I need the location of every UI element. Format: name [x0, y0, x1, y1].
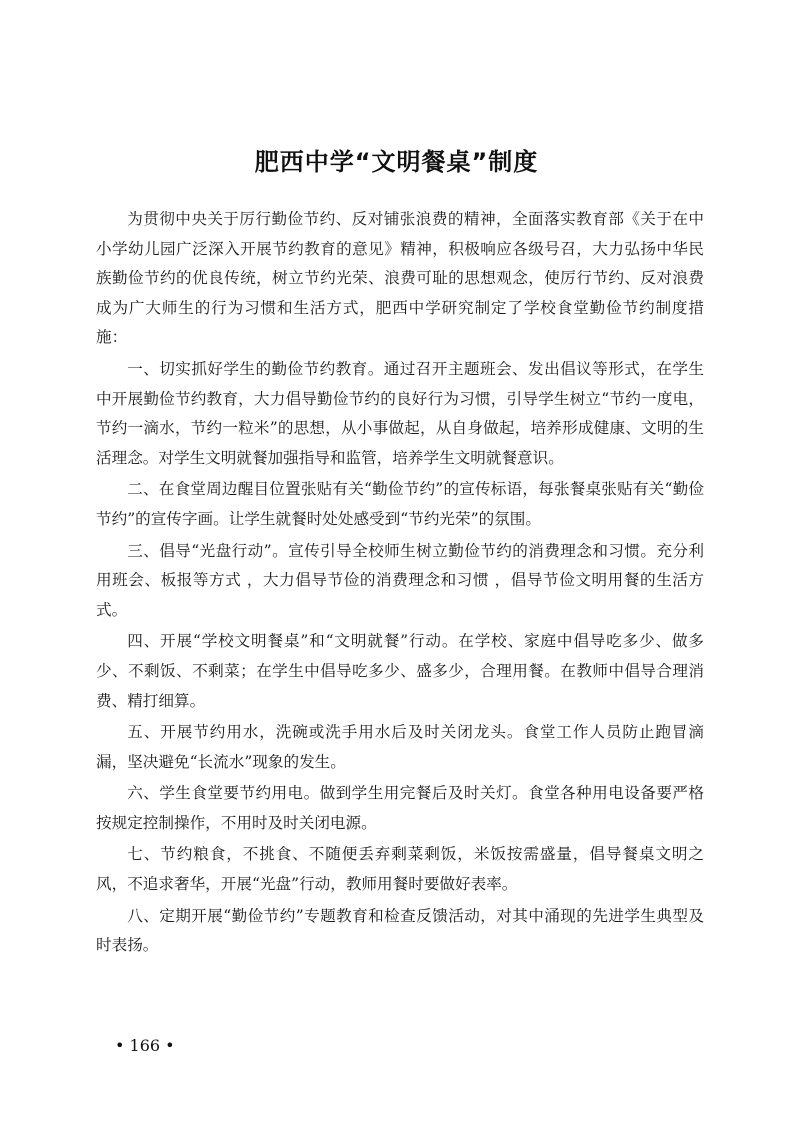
paragraph-item-2: 二、在食堂周边醒目位置张贴有关“勤俭节约”的宣传标语，每张餐桌张贴有关“勤俭节约”的宣传字画。让学生就餐时处处感受到“节约光荣”的氛围。 — [96, 480, 704, 528]
paragraph-intro: 为贯彻中央关于厉行勤俭节约、反对铺张浪费的精神，全面落实教育部《关于在中小学幼儿园广泛深入开展节约教育的意见》精神，积极响应各级号召，大力弘扬中华民族勤俭节约的优良传统，树立节约光荣、浪费可耻的思想观念，使厉行节约、反对浪费成为广大师生的行为习惯和生活方式，肥西中学研究制定了学校食堂勤俭节约制度措施： — [96, 210, 704, 347]
paragraph-item-5: 五、开展节约用水，洗碗或洗手用水后及时关闭龙头。食堂工作人员防止跑冒滴漏，坚决避免“长流水”现象的发生。 — [96, 723, 704, 771]
paragraph-item-4: 四、开展“学校文明餐桌”和“文明就餐”行动。在学校、家庭中倡导吃多少、做多少、不剩饭、不剩菜；在学生中倡导吃多少、盛多少，合理用餐。在教师中倡导合理消费、精打细算。 — [96, 632, 704, 710]
paragraph-item-6: 六、学生食堂要节约用电。做到学生用完餐后及时关灯。食堂各种用电设备要严格按规定控制操作，不用时及时关闭电源。 — [96, 784, 704, 832]
paragraph-item-3: 三、倡导“光盘行动”。宣传引导全校师生树立勤俭节约的消费理念和习惯。充分利用班会、板报等方式 ，大力倡导节俭的消费理念和习惯 ，倡导节俭文明用餐的生活方式。 — [96, 541, 704, 619]
paragraph-item-1: 一、切实抓好学生的勤俭节约教育。通过召开主题班会、发出倡议等形式，在学生中开展勤俭节约教育，大力倡导勤俭节约的良好行为习惯，引导学生树立“节约一度电，节约一滴水，节约一粒米”的思想，从小事做起，从自身做起，培养形成健康、文明的生活理念。对学生文明就餐加强指导和监管，培养学生文明就餐意识。 — [96, 359, 704, 467]
paragraph-item-7: 七、节约粮食，不挑食、不随便丢弃剩菜剩饭，米饭按需盛量，倡导餐桌文明之风，不追求奢华，开展“光盘”行动，教师用餐时要做好表率。 — [96, 845, 704, 894]
document-body — [96, 205, 704, 963]
page-number: • 166 • — [115, 1036, 175, 1055]
paragraph-item-8: 八、定期开展“勤俭节约”专题教育和检查反馈活动，对其中涌现的先进学生典型及时表扬。 — [96, 906, 704, 955]
page-title: 肥西中学“文明餐桌”制度 — [254, 148, 539, 176]
